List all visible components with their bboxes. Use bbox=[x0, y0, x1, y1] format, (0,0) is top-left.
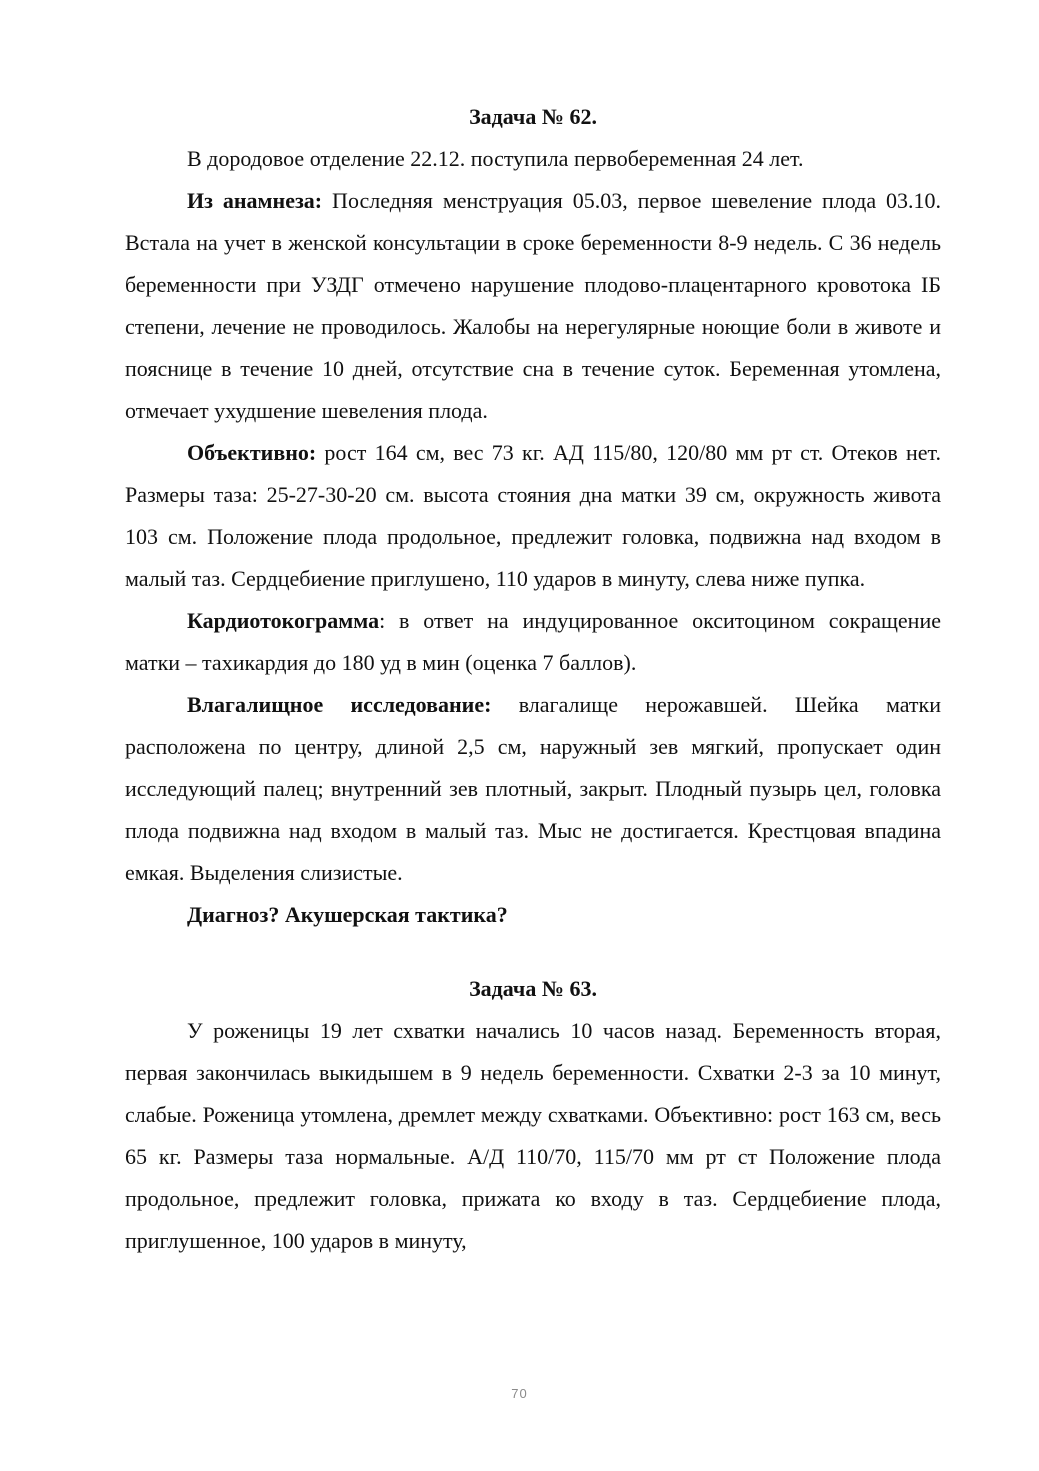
ctg-text: : в ответ на индуцированное окситоцином сокращение матки – тахикардия до 180 уд в мин (оценка 7 баллов). bbox=[125, 608, 941, 675]
task-62-ctg bbox=[125, 600, 941, 684]
section-gap bbox=[125, 936, 941, 968]
task-62-title: Задача № 62. bbox=[469, 104, 597, 129]
task-63-text: У роженицы 19 лет схватки начались 10 часов назад. Беременность вторая, первая закончилась выкидышем в 9 недель беременности. Схватки 2-3 за 10 минут, слабые. Роженица утомлена, дремлет между схватками. Объективно: рост 163 см, весь 65 кг. Размеры таза нормальные. А/Д 110/70, 115/70 мм рт ст Положение плода продольное, предлежит головка, прижата ко входу в таз. Сердцебиение плода, приглушенное, 100 ударов в минуту, bbox=[125, 1018, 941, 1253]
ctg-label: Кардиотокограмма bbox=[187, 608, 380, 633]
vaginal-exam-text: влагалище нерожавшей. Шейка матки расположена по центру, длиной 2,5 см, наружный зев мягкий, пропускает один исследующий палец; внутренний зев плотный, закрыт. Плодный пузырь цел, головка плода подвижна над входом в малый таз. Мыс не достигается. Крестцовая впадина емкая. Выделения слизистые. bbox=[125, 692, 941, 885]
task-62-objective bbox=[125, 432, 941, 600]
objective-label: Объективно: bbox=[187, 440, 317, 465]
task-62-anamnesis bbox=[125, 180, 941, 432]
task-63-title: Задача № 63. bbox=[469, 976, 597, 1001]
page-number: 70 bbox=[511, 1386, 528, 1401]
page-content bbox=[125, 96, 941, 1262]
anamnesis-label: Из анамнеза: bbox=[187, 188, 323, 213]
vaginal-exam-label: Влагалищное исследование: bbox=[187, 692, 492, 717]
anamnesis-text: Последняя менструация 05.03, первое шевеление плода 03.10. Встала на учет в женской консультации в сроке беременности 8-9 недель. С 36 недель беременности при УЗДГ отмечено нарушение плодово-плацентарного кровотока IБ степени, лечение не проводилось. Жалобы на нерегулярные ноющие боли в животе и пояснице в течение 10 дней, отсутствие сна в течение суток. Беременная утомлена, отмечает ухудшение шевеления плода. bbox=[125, 188, 941, 423]
objective-text: рост 164 см, вес 73 кг. АД 115/80, 120/80 мм рт ст. Отеков нет. Размеры таза: 25-27-30-20 см. высота стояния дна матки 39 см, окружность живота 103 см. Положение плода продольное, предлежит головка, подвижна над входом в малый таз. Сердцебиение приглушено, 110 ударов в минуту, слева ниже пупка. bbox=[125, 440, 941, 591]
task-62-intro: В дородовое отделение 22.12. поступила первобеременная 24 лет. bbox=[187, 146, 804, 171]
task-62-question: Диагноз? Акушерская тактика? bbox=[187, 902, 508, 927]
task-62-vaginal-exam bbox=[125, 684, 941, 894]
